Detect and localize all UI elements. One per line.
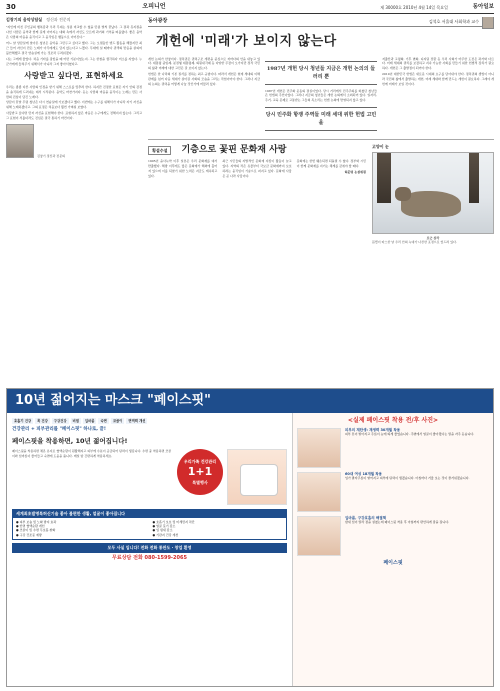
page-header — [6, 2, 494, 14]
ad-claim-1: 건강관리 + 피부관리를 "페이스핏" 하나로, 끝! — [12, 427, 106, 433]
before-after-title: <실제 페이스핏 착용 전/후 사진> — [347, 417, 439, 424]
ad-body-text: 페이스핏을 착용하면 체온 유지로 혈액순환이 원활해지고 피부에 수분이 공급되어 탄력이 생깁니다. 수면 중 착용하면 코골이와 입마름이 줄어들고 숙면에 도움을 줍니다. 매일 밤 간편하게 착용하세요. — [12, 449, 172, 458]
left-article-body — [6, 25, 142, 121]
paragraph: "지인께 비친 주인공의 행복감과 우리 무대는 성큼 비교할 수 없을 만큼 벌써 끝났다. 그 결과 뮤지컬을 나선 사람은 음악과 함께 길게 이어지는 대화 속에서 자신도 모르게 과거의 기억을 떠올렸다. 좋은 음악은 사람의 마음을 움직이고 그 움직임은 행동으로 이어진다." — [6, 25, 142, 40]
testimonial-text: 피부 톤이 밝아지고 주름이 눈에 띄게 줄었습니다. 주변에서 얼굴이 좋아졌다는 말을 자주 듣습니다. — [345, 432, 475, 437]
wolf-photo — [372, 152, 494, 234]
promo-badge-sub: 특별행사 — [192, 479, 208, 485]
ad-middle — [12, 449, 287, 505]
author-photo — [6, 124, 34, 158]
column-title: 김창기의 음악상담실 — [6, 17, 43, 22]
testimonial-photo — [297, 472, 341, 512]
testimonial-title: 피부의 재탄생: 재생력 30개월 착용 — [345, 428, 401, 433]
testimonial-photo — [297, 516, 341, 556]
list-item: ● 얼굴 붓기 감소 — [152, 524, 176, 529]
tree-trunk — [377, 153, 391, 203]
paragraph: 1987년 개헌은 민주화 운동의 결실이었다. 당시 거리에서 민주주의를 외쳤던 청년들은 헌법의 주인이었다. 그러나 지금의 청년들은 개헌 논의에서 소외되어 있다. 일자리, 주거, 교육 문제로 고통받는 그들의 목소리는 헌법 논의에 반영되지 않고 있다. — [265, 88, 377, 103]
list-item: ● 입 냄새 감소 — [152, 528, 173, 533]
box-column — [148, 144, 366, 243]
paragraph: 1905년 을사늑약 이후 일본은 우리 문화재를 대거 반출했다. 해방 이후에도 많은 문화재가 해외에 흩어져 있으며 이를 되찾기 위한 노력은 지금도 계속되고 있다. — [148, 159, 218, 179]
newspaper-name: 동아일보 — [472, 3, 494, 10]
opinion-section: 동아광장 — [148, 18, 168, 25]
issue-date: 제 30000호 2010년 4월 14일 목요일 — [380, 4, 448, 10]
paragraph: 저출산과 고령화, 기후 변화, 디지털 전환 등 우리 사회가 마주한 도전은 과거와 다르다. 미래 세대의 권리를 보장하고 지속 가능한 사회를 만들기 위한 헌법적 장치가 필요하다. 개헌은 그 출발점이 되어야 한다. — [382, 56, 494, 71]
benefit-chip: 코골이 — [112, 419, 123, 423]
promo-badge-big: 1+1 — [187, 464, 213, 478]
wolf-head — [395, 187, 411, 201]
ad-claim-2: 페이스핏을 착용하면, 10년 젊어집니다! — [12, 436, 128, 445]
opinion-col-1 — [148, 57, 260, 136]
benefit-chip: 호흡기 건강 — [14, 419, 32, 423]
paragraph: 상담이 끝날 무렵 청년은 다시 연습실에 가보겠다고 했다. 이번에는 누구를 위해서가 아니라 자기 자신을 위해 노래하겠다고. 그의 표정은 처음보다 훨씬 가벼워 보였다. — [6, 100, 142, 110]
avatar — [482, 17, 494, 29]
list-item: ● 피부 보습 및 노화 방지 효과 — [16, 519, 57, 524]
paragraph: 어느 날 상담실에 찾아온 청년은 음악을 그만두고 싶다고 했다. 그는 오랫동안 밴드 활동을 해왔지만 최근 들어 자신이 만든 노래가 아무에게도 닿지 않는다고 느꼈다. 무대에 설 때마다 관객의 반응을 살피며 불안해했고 결국 연습실에 가는 것조차 두려워졌다. — [6, 41, 142, 55]
left-byline — [6, 17, 142, 22]
box-column-author: 허문명 논설위원 — [344, 170, 366, 175]
benefit-chip: 숙면 — [100, 419, 107, 423]
brand-logo: 페이스핏 — [383, 560, 403, 567]
box-column-tag: 횡설수설 — [148, 146, 171, 155]
list-item: ● 코골이 및 수면 무호흡 완화 — [16, 528, 56, 533]
ad-body — [7, 413, 493, 687]
benefit-chip: 구강건강 — [53, 419, 67, 423]
left-column — [6, 17, 142, 383]
opinion-author — [429, 17, 494, 29]
paragraph: 사랑받고 싶다면 먼저 자신을 표현해야 한다. 표현하지 않은 마음은 누구에게도 전해지지 않는다. 그리고 그 표현이 서툴더라도 진심은 결국 통하기 마련이다. — [6, 111, 142, 121]
ad-headline: 10년 젊어지는 마스크 "페이스핏" — [15, 393, 211, 409]
photo-column — [372, 144, 494, 243]
opinion-author-name: 김석호 서울대 사회학과 교수 — [428, 18, 479, 24]
opinion-col-3 — [382, 57, 494, 136]
paragraph: 문화재는 한번 훼손되면 되돌릴 수 없다. 정부와 시민이 함께 문화재를 지키는 체계를 갖춰야 할 때다. — [296, 159, 366, 169]
right-column — [148, 17, 494, 383]
left-subhead: 사랑받고 싶다면, 표현하세요 — [24, 70, 124, 80]
lower-section — [148, 139, 494, 243]
testimonial-text: 밤새 입이 말라 잠을 설쳤는데 페이스핏 착용 후 아침까지 편안하게 잠을 잡니다. — [345, 520, 450, 525]
paragraph: 2010년 대한민국 헌법은 새로운 시대의 요구를 담아내야 한다. 정치권의 셈법이 아니라 국민의 삶에서 출발하는 개헌, 미래 세대와 함께 만드는 개헌이 필요하다. 그래야 개헌에 미래가 보일 것이다. — [382, 72, 494, 87]
photo-caption: 봄볕이 따스한 날 우리 안의 늑대가 나른한 표정으로 엎드려 있다. — [372, 239, 457, 244]
benefit-chip: 목 건강 — [37, 419, 48, 423]
paragraph: 우리는 종종 다른 사람의 인정을 받기 위해 스스로를 맞추려 한다. 하지만 진정한 표현은 자기 안의 감정을 솔직하게 드러내는 데서 시작된다. 음악도 마찬가지다. 듣는 사람의 마음을 움직이는 노래는 만든 사람의 진심이 담긴 노래다. — [6, 84, 142, 99]
testimonial — [297, 472, 489, 512]
box-column-headline: 기층으로 꽃핀 문화재 사랑 — [181, 145, 287, 156]
box-column-title — [148, 144, 366, 156]
pull-quote: 당시 민주화 항쟁 주역들 미래 세대 위한 헌법 고민을 — [265, 107, 377, 131]
paragraph: 개헌 논의가 한창이다. 정치권은 권력구조 개편을 중심으로 저마다의 안을 내놓고 있다. 대통령 중임제, 분권형 대통령제, 의원내각제 등 다양한 주장이 오가지만 정작 국민의 삶과 미래에 대한 고민은 잘 보이지 않는다. — [148, 56, 260, 71]
paragraph: 최근 시민들의 자발적인 문화재 지킴이 활동이 늘고 있다. 지역의 작은 유물부터 국보급 문화재까지 보호하려는 움직임이 기층으로 퍼지고 있다. 문화재 사랑은 곧 나라 사랑이다. — [222, 159, 292, 179]
photo-caption-title: 포근 삼각 — [426, 235, 440, 240]
ad-features-head: 세계최초발명특허신기술 좋아 불편한 생활, 얼굴이 좋아집니다 — [13, 510, 286, 517]
testimonial-title: 입마름, 구강호흡의 해결책 — [345, 516, 386, 521]
author-photo-caption: 김창기 정신과 전문의 — [37, 154, 65, 159]
mask-model-photo — [227, 449, 287, 505]
list-item: ● 구강 건조증 예방 — [16, 532, 42, 537]
tree-trunk — [469, 153, 479, 203]
ad-footer-text: 모두 사실 입니다! 전화 전화 통판도 · 창업 환영 — [107, 545, 192, 551]
list-item: ● 호흡기 보호 및 미세먼지 차단 — [152, 519, 195, 524]
pull-quote: 1987년 개헌 당시 청년들 지금은 개헌 논의의 들러리 뿐 — [265, 61, 377, 85]
ad-footer — [12, 543, 287, 552]
list-item: ● 기관지 건강 개선 — [152, 532, 179, 537]
benefit-chip: 면역력 개선 — [128, 419, 146, 423]
ad-features-list — [13, 518, 286, 540]
ad-features-box — [12, 509, 287, 540]
opinion-headline: 개헌에 '미래'가 보이지 않는다 — [156, 34, 337, 49]
promo-badge — [177, 449, 223, 495]
opinion-col-2 — [265, 57, 377, 136]
author-photo-block — [6, 124, 142, 158]
promo-badge-small: 우리가족 건강관리 — [183, 459, 217, 465]
column-author-role: 정신과 전문의 — [46, 17, 71, 22]
testimonial-photo — [297, 428, 341, 468]
ad-right-panel — [292, 413, 493, 687]
advertisement[interactable] — [6, 388, 494, 687]
paragraph: 나는 그에게 물었다. 처음 기타를 잡았을 때 어떤 기분이었는지. 그는 한참을 생각하다 미소를 지었다. 누군가에게 들려주기 위해서가 아니라 그저 좋아서였다고. — [6, 56, 142, 66]
ad-banner — [7, 389, 493, 413]
ad-benefit-chips — [12, 418, 287, 424]
opinion-body — [148, 57, 494, 136]
testimonial — [297, 516, 489, 556]
photo-column-tag: 고양이 눈 — [372, 144, 389, 150]
section-title: 오피니언 — [142, 3, 166, 11]
testimonial — [297, 428, 489, 468]
ad-left-panel — [7, 413, 292, 687]
ad-phone[interactable]: 무료상담 전화 080-1599-2065 — [112, 554, 187, 561]
benefit-chip: 비염 — [72, 419, 79, 423]
testimonial-title: 60대 여성 18개월 착용 — [345, 472, 383, 477]
benefit-chip: 입마름 — [84, 419, 95, 423]
page-number: 30 — [6, 2, 16, 11]
box-column-body — [148, 159, 366, 180]
opinion-header — [148, 17, 494, 27]
testimonial-text: 입가 팔자주름이 옅어지고 피부에 탄력이 생겼습니다. 아침마다 거울 보는 것이 즐거워졌습니다. — [345, 476, 470, 481]
list-item: ● 안면 혈액순환 개선 — [16, 524, 45, 529]
paragraph: 헌법은 한 나라의 기본 질서를 정하는 최고 규범이다. 따라서 개헌은 현재 세대의 이해관계를 넘어 다음 세대가 살아갈 사회의 모습을 그리는 작업이어야 한다. 그러나 지금의 논의는 권력을 어떻게 나눌 것인가에 머물러 있다. — [148, 72, 260, 87]
